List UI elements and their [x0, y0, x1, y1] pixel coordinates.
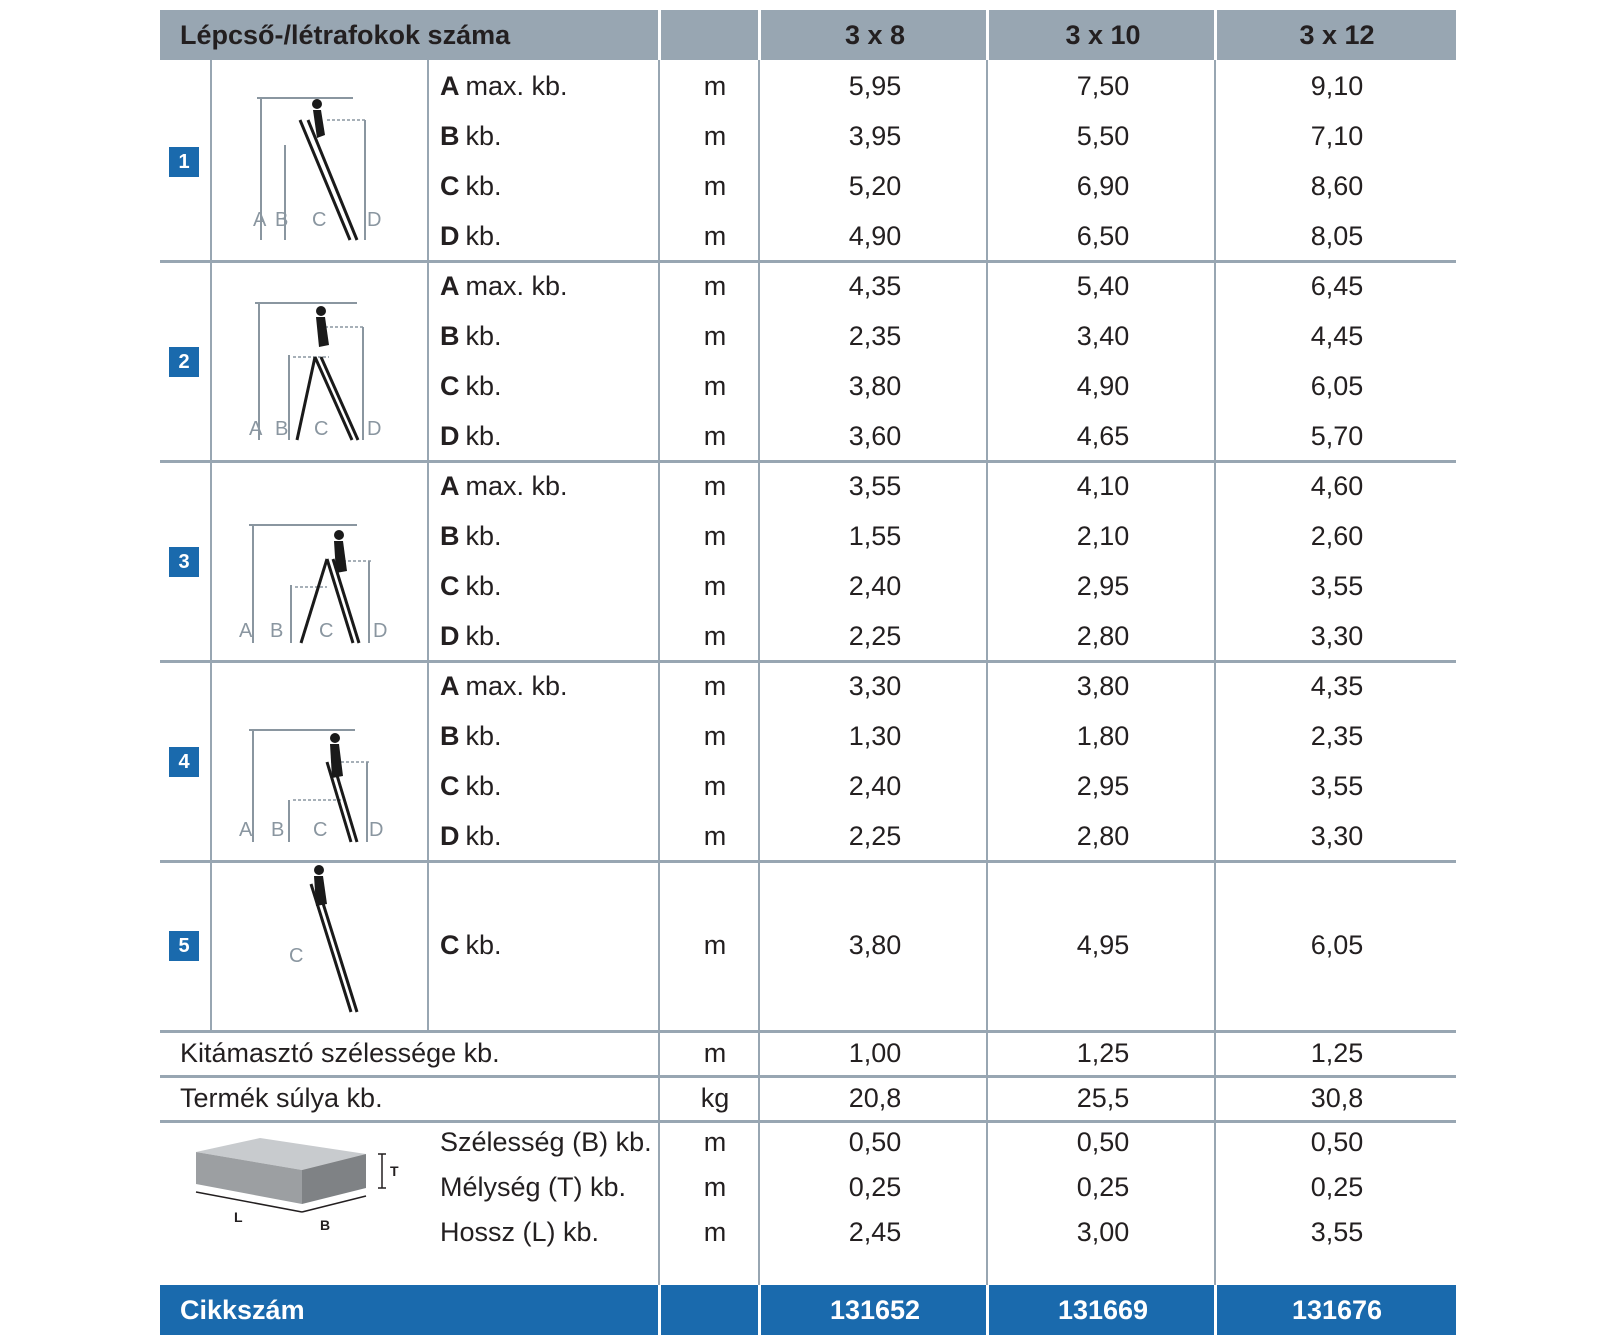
- config-4-row-c: C kb.: [440, 770, 502, 801]
- value-col-2: 1,25: [1076, 1037, 1130, 1068]
- diagram-letter-c: C: [319, 620, 334, 642]
- diagram-letter-b: B: [271, 819, 285, 841]
- value-col-1: 2,25: [848, 820, 902, 851]
- config-5-row-c: C kb.: [440, 929, 502, 960]
- header-col-3: 3 x 12: [1299, 19, 1375, 50]
- value-col-1: 3,95: [848, 120, 902, 151]
- config-4-row-a: A max. kb.: [440, 670, 568, 701]
- value-col-3: 8,05: [1310, 220, 1364, 251]
- header-col-2: 3 x 10: [1065, 19, 1141, 50]
- unit: m: [703, 820, 727, 851]
- footer-divider-3: [986, 1285, 989, 1335]
- value-col-3: 7,10: [1310, 120, 1364, 151]
- config-1-row-d: D kb.: [440, 220, 502, 251]
- config-badge-1: 1: [169, 147, 199, 177]
- unit: m: [703, 470, 727, 501]
- value-col-3: 1,25: [1310, 1037, 1364, 1068]
- value-col-2: 1,80: [1076, 720, 1130, 751]
- article-number-col-2: 131669: [1057, 1294, 1149, 1325]
- value-col-2: 3,40: [1076, 320, 1130, 351]
- unit: m: [703, 120, 727, 151]
- value-col-3: 3,55: [1310, 770, 1364, 801]
- footer-divider-1: [658, 1285, 661, 1335]
- diagram-letter-d: D: [369, 819, 384, 841]
- value-col-2: 6,90: [1076, 170, 1130, 201]
- ladder-stand-diagram-3: [215, 515, 425, 655]
- value-col-2: 2,10: [1076, 520, 1130, 551]
- unit: m: [703, 70, 727, 101]
- value-col-3: 4,45: [1310, 320, 1364, 351]
- value-col-1: 5,20: [848, 170, 902, 201]
- config-1-row-b: B kb.: [440, 120, 502, 151]
- value-col-2: 3,00: [1076, 1217, 1130, 1247]
- diagram-letter-a: A: [253, 209, 267, 231]
- config-3-row-a: A max. kb.: [440, 470, 568, 501]
- value-col-3: 2,60: [1310, 520, 1364, 551]
- unit: m: [703, 320, 727, 351]
- package-width-label: Szélesség (B) kb.: [440, 1127, 652, 1157]
- article-number-label: Cikkszám: [180, 1294, 305, 1325]
- unit: m: [703, 929, 727, 960]
- value-col-2: 2,80: [1076, 620, 1130, 651]
- ladder-single-diagram-5: [215, 862, 425, 1028]
- value-col-2: 25,5: [1076, 1082, 1130, 1113]
- value-col-1: 2,40: [848, 770, 902, 801]
- box-letter-t: T: [390, 1163, 399, 1179]
- unit: m: [703, 1037, 727, 1068]
- value-col-1: 3,60: [848, 420, 902, 451]
- diagram-letter-c: C: [289, 945, 304, 967]
- header-col-1: 3 x 8: [844, 19, 906, 50]
- box-letter-l: L: [234, 1209, 243, 1225]
- value-col-1: 3,55: [848, 470, 902, 501]
- value-col-1: 1,55: [848, 520, 902, 551]
- value-col-3: 9,10: [1310, 70, 1364, 101]
- unit: m: [703, 270, 727, 301]
- unit: m: [703, 770, 727, 801]
- value-col-3: 3,30: [1310, 820, 1364, 851]
- unit: kg: [700, 1082, 730, 1113]
- value-col-1: 3,30: [848, 670, 902, 701]
- unit: m: [703, 620, 727, 651]
- table-header: [160, 10, 1456, 60]
- value-col-3: 4,35: [1310, 670, 1364, 701]
- value-col-1: 4,35: [848, 270, 902, 301]
- value-col-2: 4,65: [1076, 420, 1130, 451]
- value-col-2: 0,25: [1076, 1172, 1130, 1202]
- config-1-row-c: C kb.: [440, 170, 502, 201]
- value-col-1: 2,45: [848, 1217, 902, 1247]
- unit: m: [703, 520, 727, 551]
- value-col-3: 3,55: [1310, 1217, 1364, 1247]
- product-weight-label: Termék súlya kb.: [180, 1082, 383, 1113]
- config-2-row-c: C kb.: [440, 370, 502, 401]
- header-title: Lépcső-/létrafokok száma: [180, 19, 511, 50]
- ladder-ab-diagram-2: [215, 295, 425, 455]
- value-col-1: 3,80: [848, 370, 902, 401]
- table-footer: [160, 1285, 1456, 1335]
- value-col-1: 2,25: [848, 620, 902, 651]
- config-2-row-b: B kb.: [440, 320, 502, 351]
- spec-table: [160, 10, 1456, 1335]
- unit: m: [703, 670, 727, 701]
- value-col-2: 0,50: [1076, 1127, 1130, 1157]
- diagram-letter-a: A: [239, 819, 253, 841]
- diagram-letter-d: D: [373, 620, 388, 642]
- value-col-3: 0,25: [1310, 1172, 1364, 1202]
- value-col-2: 3,80: [1076, 670, 1130, 701]
- grid-v-unit-right: [758, 60, 760, 1285]
- value-col-3: 4,60: [1310, 470, 1364, 501]
- value-col-1: 1,00: [848, 1037, 902, 1068]
- value-col-2: 4,95: [1076, 929, 1130, 960]
- diagram-letter-c: C: [312, 209, 327, 231]
- config-badge-2: 2: [169, 347, 199, 377]
- unit: m: [703, 420, 727, 451]
- diagram-letter-d: D: [367, 209, 382, 231]
- package-depth-label: Mélység (T) kb.: [440, 1172, 627, 1202]
- unit: m: [703, 1127, 727, 1157]
- value-col-2: 4,90: [1076, 370, 1130, 401]
- value-col-2: 6,50: [1076, 220, 1130, 251]
- value-col-1: 20,8: [848, 1082, 902, 1113]
- footer-divider-4: [1214, 1285, 1217, 1335]
- value-col-3: 3,55: [1310, 570, 1364, 601]
- config-2-row-a: A max. kb.: [440, 270, 568, 301]
- config-4-row-b: B kb.: [440, 720, 502, 751]
- value-col-1: 0,50: [848, 1127, 902, 1157]
- support-width-label: Kitámasztó szélessége kb.: [180, 1037, 500, 1068]
- config-1-row-a: A max. kb.: [440, 70, 568, 101]
- config-2-row-d: D kb.: [440, 420, 502, 451]
- value-col-3: 6,05: [1310, 929, 1364, 960]
- value-col-1: 3,80: [848, 929, 902, 960]
- value-col-1: 2,40: [848, 570, 902, 601]
- value-col-3: 0,50: [1310, 1127, 1364, 1157]
- unit: m: [703, 1217, 727, 1247]
- unit: m: [703, 720, 727, 751]
- grid-v-badge: [210, 60, 212, 1030]
- value-col-1: 5,95: [848, 70, 902, 101]
- package-length-label: Hossz (L) kb.: [440, 1217, 600, 1247]
- value-col-2: 5,50: [1076, 120, 1130, 151]
- value-col-2: 7,50: [1076, 70, 1130, 101]
- value-col-3: 5,70: [1310, 420, 1364, 451]
- package-box-icon: [190, 1132, 400, 1242]
- value-col-2: 4,10: [1076, 470, 1130, 501]
- config-4-row-d: D kb.: [440, 820, 502, 851]
- value-col-2: 2,95: [1076, 570, 1130, 601]
- config-badge-3: 3: [169, 547, 199, 577]
- ladder-lean-diagram-1: [215, 90, 425, 250]
- unit: m: [703, 570, 727, 601]
- diagram-letter-b: B: [275, 418, 289, 440]
- article-number-col-1: 131652: [829, 1294, 921, 1325]
- unit: m: [703, 170, 727, 201]
- value-col-1: 0,25: [848, 1172, 902, 1202]
- ladder-lean-short-diagram-4: [215, 722, 425, 852]
- config-3-row-d: D kb.: [440, 620, 502, 651]
- config-badge-4: 4: [169, 747, 199, 777]
- diagram-letter-a: A: [249, 418, 263, 440]
- article-number-col-3: 131676: [1291, 1294, 1383, 1325]
- diagram-letter-d: D: [367, 418, 382, 440]
- value-col-3: 6,05: [1310, 370, 1364, 401]
- grid-v-illus: [427, 60, 429, 1030]
- diagram-letter-b: B: [270, 620, 284, 642]
- value-col-3: 2,35: [1310, 720, 1364, 751]
- value-col-3: 3,30: [1310, 620, 1364, 651]
- value-col-2: 5,40: [1076, 270, 1130, 301]
- value-col-1: 4,90: [848, 220, 902, 251]
- value-col-2: 2,80: [1076, 820, 1130, 851]
- diagram-letter-a: A: [239, 620, 253, 642]
- unit: m: [703, 1172, 727, 1202]
- value-col-3: 8,60: [1310, 170, 1364, 201]
- config-badge-5: 5: [169, 931, 199, 961]
- config-3-row-b: B kb.: [440, 520, 502, 551]
- unit: m: [703, 370, 727, 401]
- config-3-row-c: C kb.: [440, 570, 502, 601]
- unit: m: [703, 220, 727, 251]
- footer-divider-2: [758, 1285, 761, 1335]
- diagram-letter-b: B: [275, 209, 289, 231]
- value-col-3: 30,8: [1310, 1082, 1364, 1113]
- diagram-letter-c: C: [313, 819, 328, 841]
- value-col-1: 1,30: [848, 720, 902, 751]
- value-col-1: 2,35: [848, 320, 902, 351]
- value-col-3: 6,45: [1310, 270, 1364, 301]
- diagram-letter-c: C: [314, 418, 329, 440]
- box-letter-b: B: [320, 1217, 331, 1233]
- value-col-2: 2,95: [1076, 770, 1130, 801]
